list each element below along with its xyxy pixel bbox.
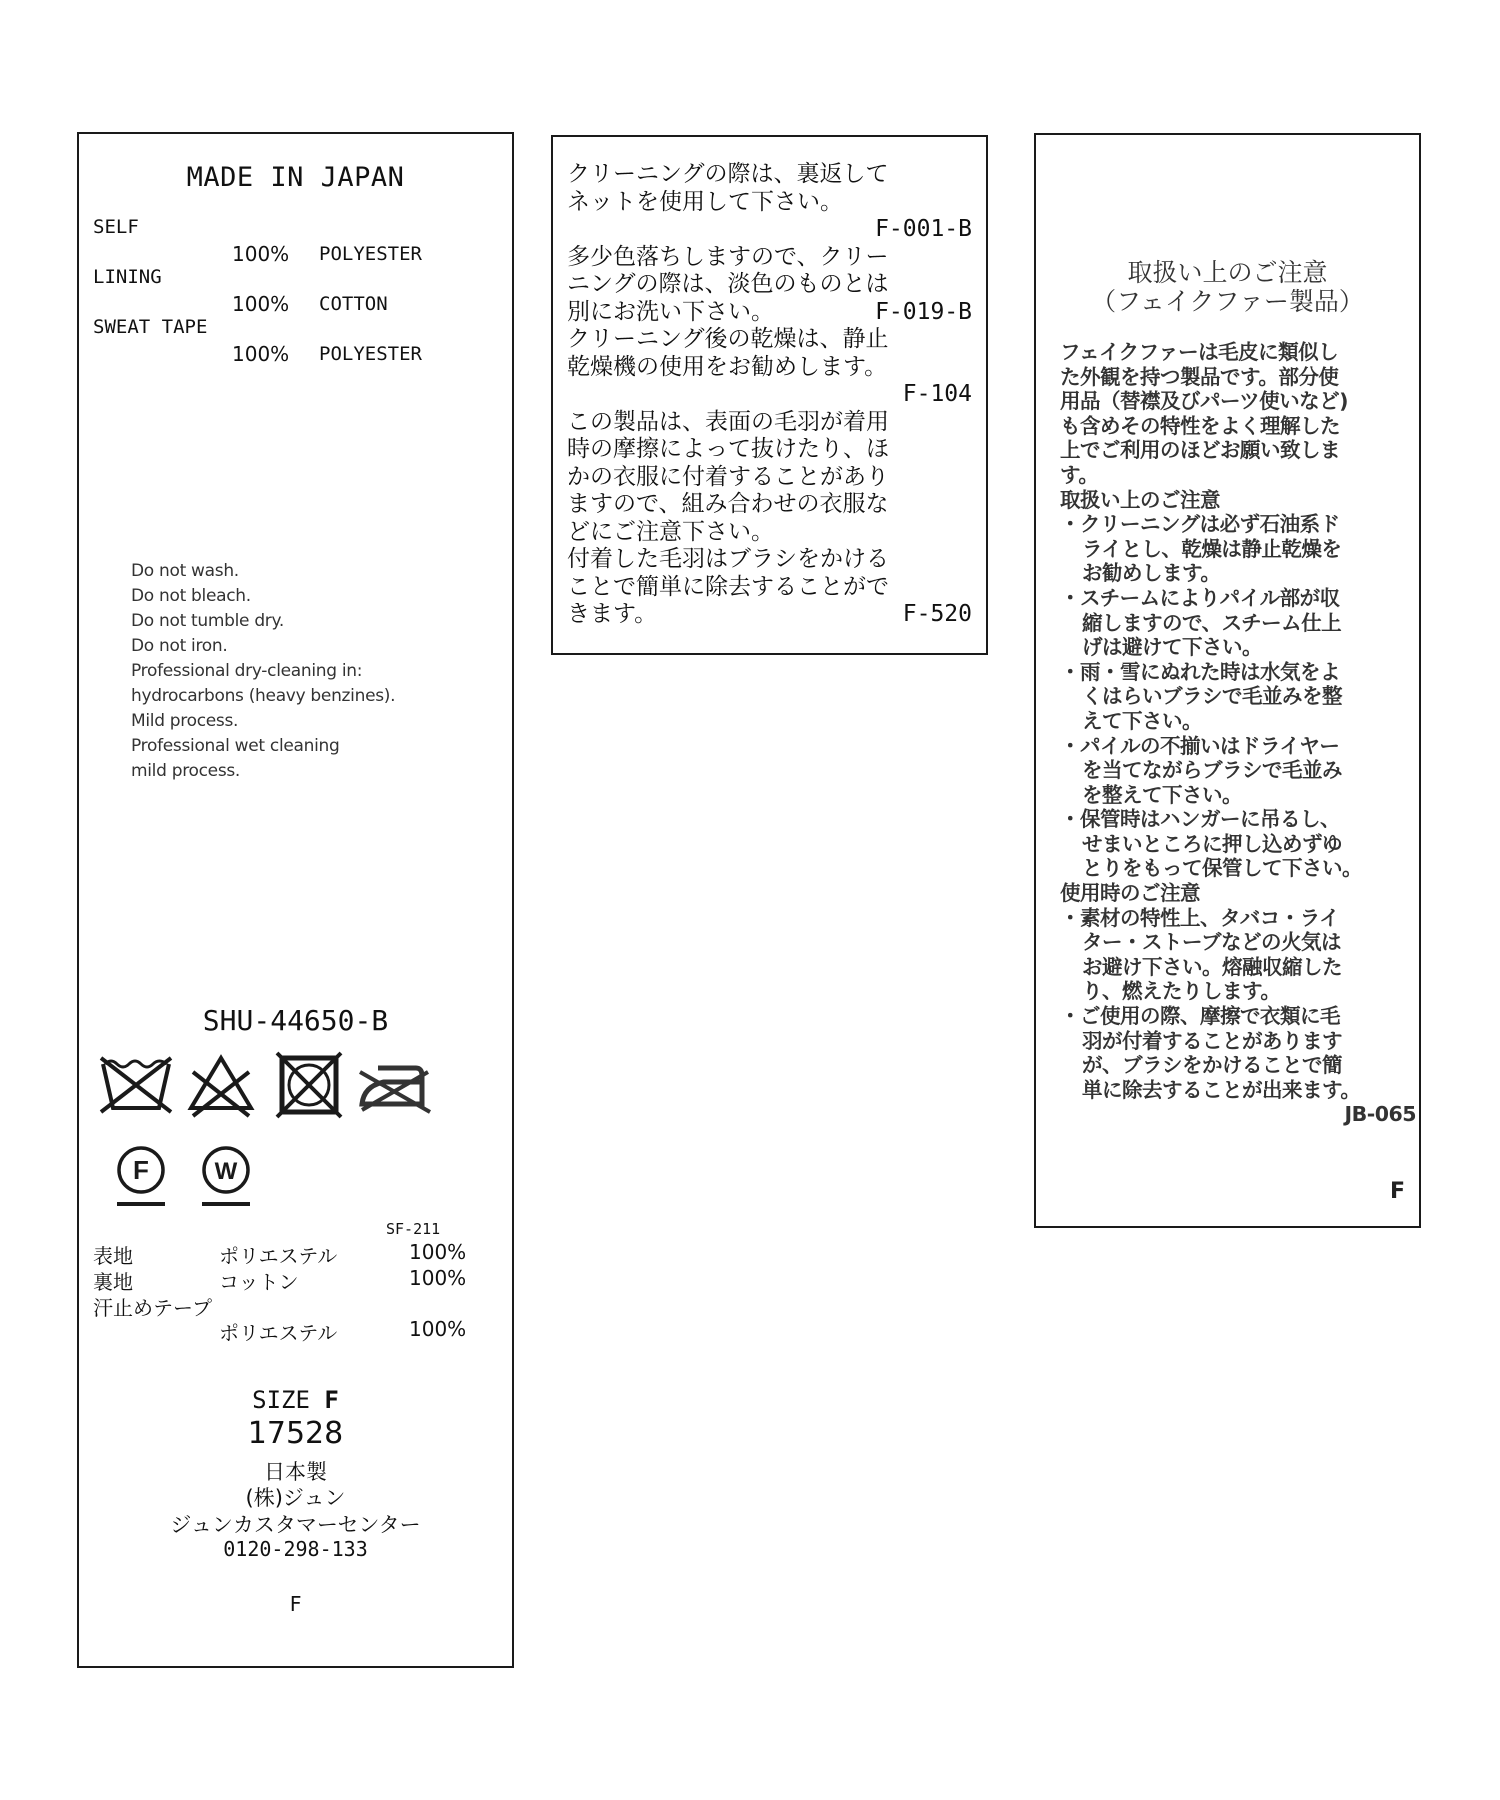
care-line: mild process. <box>131 761 241 781</box>
fur-section-heading: 取扱い上のご注意 <box>1060 487 1220 512</box>
faux-fur-handling-label <box>1034 133 1421 1228</box>
fiber-material-self: POLYESTER <box>319 243 422 265</box>
origin-title: MADE IN JAPAN <box>186 162 405 193</box>
note-line: ますので、組み合わせの衣服な <box>567 491 889 517</box>
fiber-percent-sweat-tape: 100% <box>232 342 290 366</box>
fiber-percent-self: 100% <box>232 242 290 266</box>
fiber-part-lining: LINING <box>93 266 162 288</box>
fiber-jp-material: ポリエステル <box>219 1321 338 1345</box>
note-line: ニングの際は、淡色のものとは <box>567 271 889 297</box>
fur-section-heading: 使用時のご注意 <box>1060 881 1200 906</box>
note-line: ネットを使用して下さい。 <box>567 188 843 215</box>
note-line-with-code <box>567 601 972 629</box>
fur-line: えて下さい。 <box>1082 708 1202 733</box>
fur-bullet: ・クリーニングは必ず石油系ド <box>1060 512 1340 537</box>
fiber-jp-material: ポリエステル <box>219 1244 338 1268</box>
care-line: Professional dry-cleaning in: <box>131 661 363 681</box>
fiber-jp-percent: 100% <box>409 1240 467 1264</box>
customer-center: ジュンカスタマーセンター <box>170 1513 421 1537</box>
fur-line: くはらいブラシで毛並みを整 <box>1082 684 1342 709</box>
origin-jp: 日本製 <box>264 1460 327 1484</box>
fiber-jp-material: コットン <box>219 1270 299 1294</box>
fur-bullet: ・スチームによりパイル部が収 <box>1060 585 1340 610</box>
no-bleach-icon <box>185 1052 257 1118</box>
fur-line: ライとし、乾燥は静止乾燥を <box>1082 536 1342 561</box>
note-text: 別にお洗い下さい。 <box>567 298 774 325</box>
note-line: ことで簡単に除去することがで <box>567 573 889 600</box>
care-line: hydrocarbons (heavy benzines). <box>131 686 396 706</box>
note-line: クリーニング後の乾燥は、静止 <box>567 326 889 352</box>
fiber-part-sweat-tape: SWEAT TAPE <box>93 316 208 338</box>
fur-line: り、燃えたりします。 <box>1082 979 1281 1004</box>
fur-instructions <box>1060 340 1420 1127</box>
fur-line: フェイクファーは毛皮に類似し <box>1060 340 1339 364</box>
care-line: Do not wash. <box>131 561 239 581</box>
cleaning-notes-text <box>567 161 972 629</box>
fiber-jp-percent: 100% <box>409 1266 467 1290</box>
footer-size: F <box>289 1592 302 1616</box>
note-line-with-code <box>567 299 972 327</box>
fiber-jp-part: 裏地 <box>93 1270 133 1294</box>
fiber-jp-percent: 100% <box>409 1317 467 1341</box>
care-instructions-en <box>131 559 395 784</box>
fur-code: JB-065 <box>1344 1102 1416 1127</box>
fur-line: お勧めします。 <box>1082 561 1221 586</box>
fur-bullet: ・素材の特性上、タバコ・ライ <box>1060 905 1340 930</box>
fur-bullet: ・雨・雪にぬれた時は水気をよ <box>1060 659 1340 684</box>
label-code-sf: SF-211 <box>386 1220 441 1238</box>
note-code: F-104 <box>902 381 972 407</box>
fur-line: お避け下さい。熔融収縮した <box>1082 954 1342 979</box>
care-line: Do not bleach. <box>131 586 251 606</box>
company-name: (株)ジュン <box>245 1486 346 1510</box>
note-code: F-019-B <box>875 298 972 325</box>
product-code: 17528 <box>247 1416 344 1451</box>
care-line: Do not tumble dry. <box>131 611 284 631</box>
fur-line: が、ブラシをかけることで簡 <box>1082 1053 1342 1078</box>
note-text: きます。 <box>567 601 658 627</box>
fur-title: 取扱い上のご注意 <box>1127 258 1328 287</box>
fur-line: た外観を持つ製品です。部分使 <box>1060 364 1339 389</box>
note-code: F-520 <box>902 601 972 627</box>
fur-bullet: ・ご使用の際、摩擦で衣類に毛 <box>1060 1004 1340 1029</box>
care-line: Professional wet cleaning <box>131 736 340 756</box>
care-symbols <box>91 1054 511 1214</box>
fur-subtitle: （フェイクファー製品） <box>1091 287 1364 316</box>
fur-line: を整えて下さい。 <box>1082 782 1242 807</box>
note-line: この製品は、表面の毛羽が着用 <box>567 408 889 435</box>
svg-text:W: W <box>214 1158 238 1185</box>
no-iron-icon <box>356 1058 434 1114</box>
note-line: 時の摩擦によって抜けたり、ほ <box>567 436 889 462</box>
fur-line: ター・ストーブなどの火気は <box>1082 930 1341 955</box>
no-tumble-dry-icon <box>274 1050 344 1120</box>
size-label: SIZE <box>252 1386 310 1414</box>
phone-number: 0120-298-133 <box>223 1537 368 1561</box>
note-code: F-001-B <box>875 216 972 242</box>
size-value: F <box>324 1386 339 1414</box>
fiber-material-lining: COTTON <box>319 293 388 315</box>
professional-wet-clean-w-icon <box>198 1144 254 1210</box>
style-number: SHU-44650-B <box>202 1004 389 1037</box>
fur-bullet: ・保管時はハンガーに吊るし、 <box>1060 807 1340 832</box>
fur-line: 単に除去することが出来ます。 <box>1082 1077 1361 1102</box>
fur-line: げは避けて下さい。 <box>1082 635 1262 660</box>
fur-line: 羽が付着することがあります <box>1082 1028 1342 1053</box>
fiber-part-self: SELF <box>93 216 139 238</box>
fur-bullet: ・パイルの不揃いはドライヤー <box>1060 733 1340 758</box>
note-line: 付着した毛羽はブラシをかける <box>567 546 889 572</box>
fur-line: 上でご利用のほどお願い致しま <box>1060 438 1340 463</box>
note-line: 多少色落ちしますので、クリー <box>567 243 889 270</box>
note-line: どにご注意下さい。 <box>567 518 774 545</box>
fiber-percent-lining: 100% <box>232 292 290 316</box>
no-wash-icon <box>97 1054 175 1116</box>
fiber-material-sweat-tape: POLYESTER <box>319 343 422 365</box>
professional-dry-clean-f-icon <box>113 1144 169 1210</box>
fur-line: せまいところに押し込めずゆ <box>1082 831 1342 856</box>
note-line: 乾燥機の使用をお勧めします。 <box>567 353 888 380</box>
care-line: Mild process. <box>131 711 239 731</box>
fur-line: 用品（替襟及びパーツ使いなど) <box>1060 389 1349 414</box>
fiber-jp-part: 表地 <box>93 1244 133 1268</box>
note-line: クリーニングの際は、裏返して <box>567 161 889 187</box>
fur-footer-size: F <box>1389 1179 1405 1204</box>
fiber-jp-part: 汗止めテープ <box>93 1296 212 1320</box>
main-care-label <box>77 132 514 1668</box>
care-line: Do not iron. <box>131 636 228 656</box>
svg-text:F: F <box>133 1155 149 1185</box>
cleaning-notes-label <box>551 135 988 655</box>
fur-line: も含めその特性をよく理解した <box>1060 413 1340 438</box>
size-line <box>79 1386 512 1414</box>
fur-line: 縮しますので、スチーム仕上 <box>1082 610 1342 635</box>
note-line: かの衣服に付着することがあり <box>567 463 889 490</box>
fur-line: を当てながらブラシで毛並み <box>1082 758 1342 783</box>
fur-line: とりをもって保管して下さい。 <box>1082 856 1362 881</box>
fur-line: す。 <box>1060 462 1099 487</box>
